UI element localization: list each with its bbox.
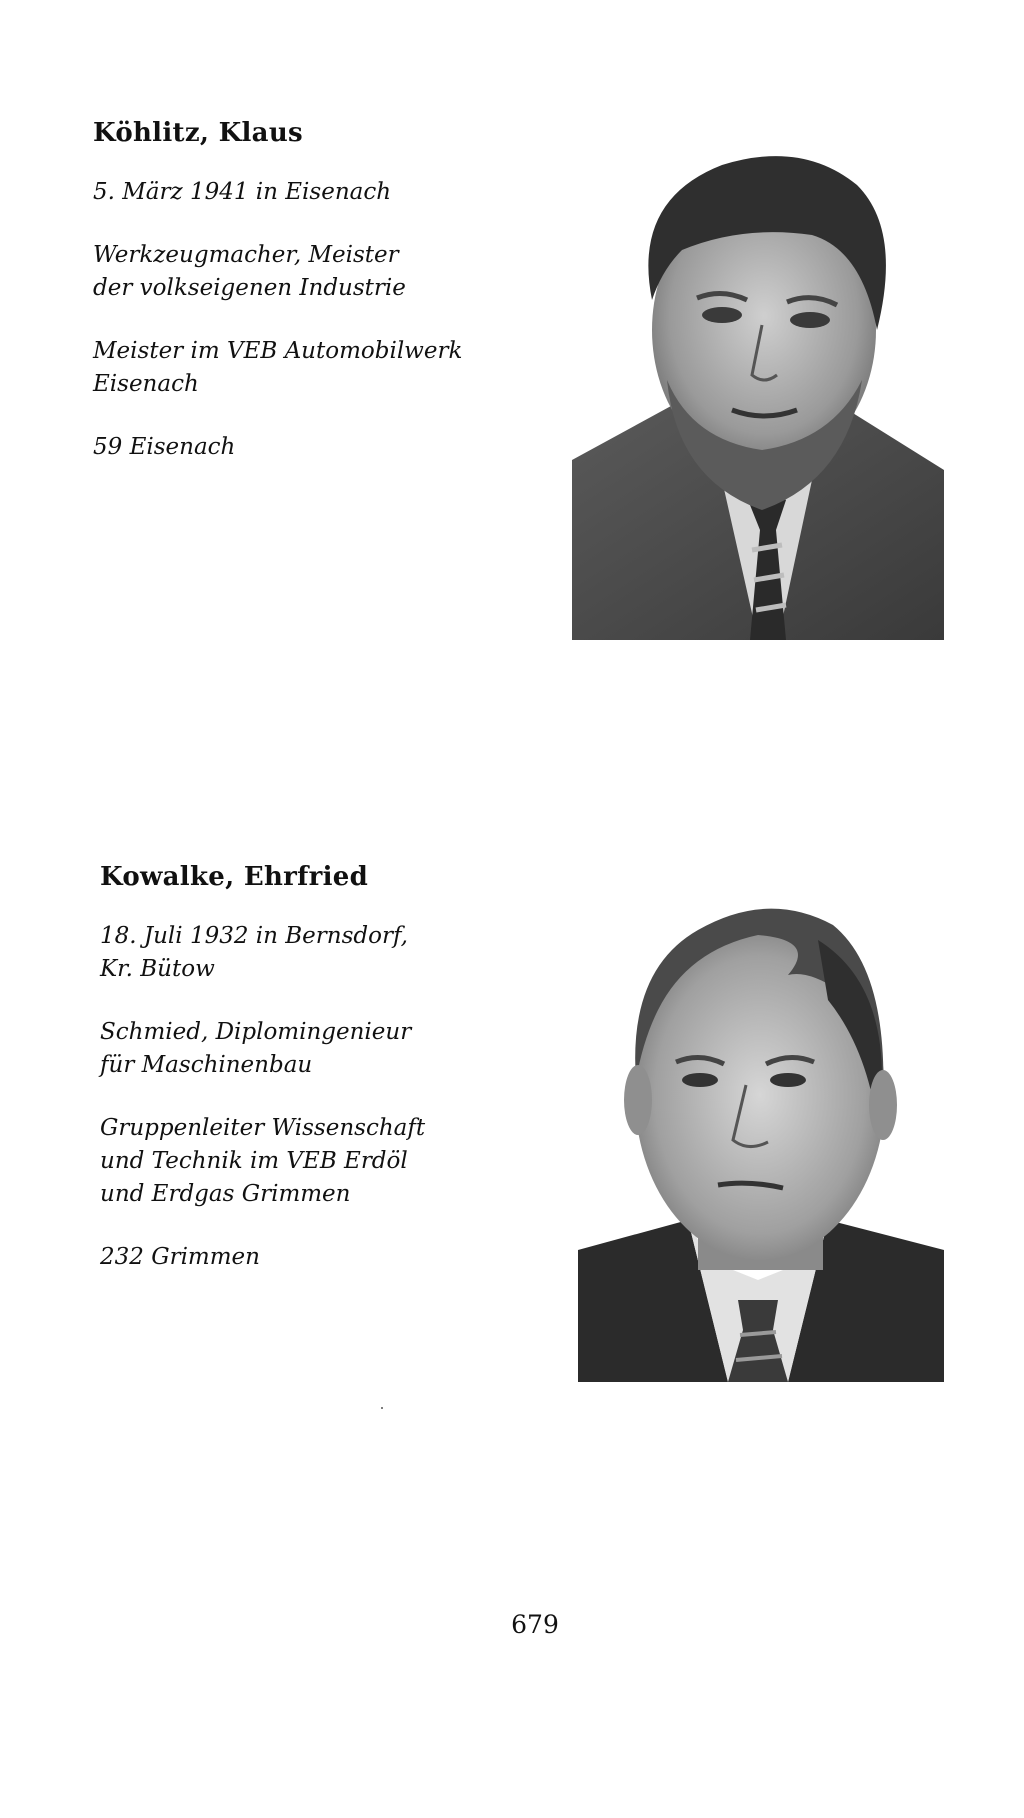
birth-info	[100, 920, 425, 986]
entry-name: Kowalke, Ehrfried	[100, 862, 369, 892]
residence-info	[100, 1241, 425, 1274]
residence-info	[93, 431, 462, 464]
birth-line: 18. Juli 1932 in Bernsdorf,	[100, 923, 408, 949]
print-speck	[381, 1407, 383, 1409]
entry-name: Köhlitz, Klaus	[93, 118, 303, 148]
position-info	[100, 1112, 425, 1211]
position-line: und Erdgas Grimmen	[100, 1181, 351, 1207]
position-line: und Technik im VEB Erdöl	[100, 1148, 408, 1174]
birth-line: 5. März 1941 in Eisenach	[93, 179, 392, 205]
portrait-photo-graphic	[572, 140, 944, 640]
position-info	[93, 335, 462, 401]
portrait-photo	[572, 140, 944, 640]
residence-line: 59 Eisenach	[93, 434, 236, 460]
profession-info	[100, 1016, 425, 1082]
profession-line: der volkseigenen Industrie	[93, 275, 406, 301]
profession-info	[93, 239, 462, 305]
portrait-photo-graphic	[578, 880, 944, 1382]
entry-kowalke	[100, 862, 425, 1274]
portrait-photo	[578, 880, 944, 1382]
position-line: Meister im VEB Automobilwerk	[93, 338, 463, 364]
profession-line: für Maschinenbau	[100, 1052, 313, 1078]
profession-line: Schmied, Diplomingenieur	[100, 1019, 412, 1045]
profession-line: Werkzeugmacher, Meister	[93, 242, 399, 268]
birth-line: Kr. Bütow	[100, 956, 215, 982]
position-line: Eisenach	[93, 371, 199, 397]
entry-koehlitz	[93, 118, 462, 464]
page-number: 679	[511, 1610, 559, 1639]
birth-info	[93, 176, 462, 209]
residence-line: 232 Grimmen	[100, 1244, 260, 1270]
position-line: Gruppenleiter Wissenschaft	[100, 1115, 426, 1141]
